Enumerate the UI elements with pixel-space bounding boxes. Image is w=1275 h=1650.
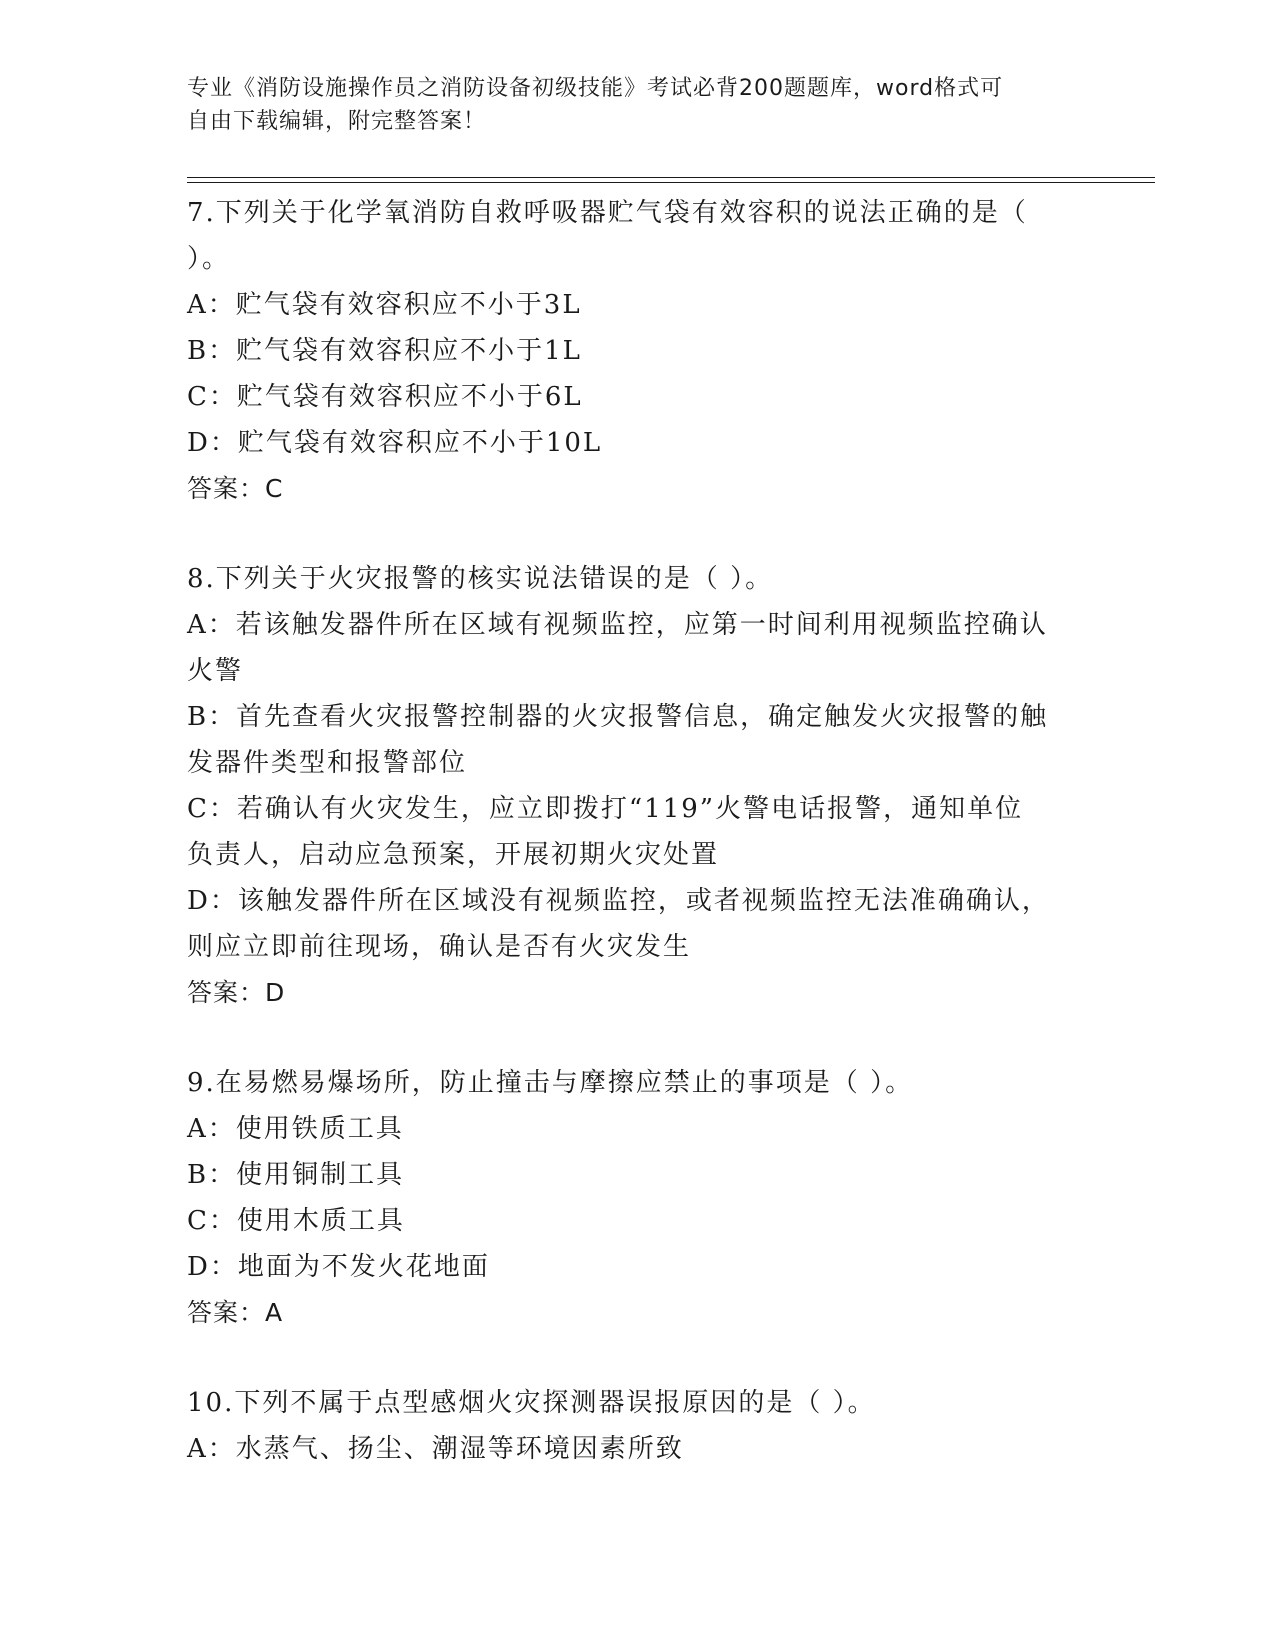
- header-divider-bottom: [187, 182, 1155, 183]
- header-line-1: 专业《消防设施操作员之消防设备初级技能》考试必背200题题库，word格式可: [187, 76, 1004, 101]
- option-c: C：贮气袋有效容积应不小于6L: [187, 382, 583, 412]
- question-9: [187, 1060, 1087, 1336]
- question-stem: 10.下列不属于点型感烟火灾探测器误报原因的是（ ）。: [187, 1388, 876, 1418]
- option-d: D：贮气袋有效容积应不小于10L: [187, 428, 603, 458]
- question-10: [187, 1380, 1087, 1472]
- option-a: A：若该触发器件所在区域有视频监控，应第一时间利用视频监控确认: [187, 610, 1048, 640]
- option-c: C：若确认有火灾发生，应立即拨打“119”火警电话报警，通知单位: [187, 794, 1024, 824]
- option-b: B：首先查看火灾报警控制器的火灾报警信息，确定触发火灾报警的触: [187, 702, 1049, 732]
- document-header: [187, 72, 1087, 138]
- header-divider-top: [187, 177, 1155, 178]
- answer: 答案：A: [187, 1298, 284, 1327]
- question-list: [187, 190, 1087, 1472]
- option-d-continued: 则应立即前往现场，确认是否有火灾发生: [187, 932, 692, 962]
- question-8: [187, 556, 1087, 1016]
- option-a: A：水蒸气、扬尘、潮湿等环境因素所致: [187, 1434, 684, 1464]
- option-a: A：使用铁质工具: [187, 1114, 404, 1144]
- header-line-2: 自由下载编辑，附完整答案！: [187, 109, 487, 134]
- question-stem: 9.在易燃易爆场所，防止撞击与摩擦应禁止的事项是（ ）。: [187, 1068, 914, 1098]
- option-c-continued: 负责人，启动应急预案，开展初期火灾处置: [187, 840, 720, 870]
- option-b: B：贮气袋有效容积应不小于1L: [187, 336, 582, 366]
- question-stem-continued: ）。: [187, 244, 231, 274]
- question-stem: 8.下列关于火灾报警的核实说法错误的是（ ）。: [187, 564, 774, 594]
- option-c: C：使用木质工具: [187, 1206, 405, 1236]
- option-b-continued: 发器件类型和报警部位: [187, 748, 468, 778]
- answer: 答案：D: [187, 978, 286, 1007]
- option-d: D：地面为不发火花地面: [187, 1252, 490, 1282]
- question-7: [187, 190, 1087, 512]
- option-d: D：该触发器件所在区域没有视频监控，或者视频监控无法准确确认，: [187, 886, 1050, 916]
- answer: 答案：C: [187, 474, 284, 503]
- option-a: A：贮气袋有效容积应不小于3L: [187, 290, 582, 320]
- question-stem: 7.下列关于化学氧消防自救呼吸器贮气袋有效容积的说法正确的是（: [187, 198, 1028, 228]
- option-a-continued: 火警: [187, 656, 244, 686]
- option-b: B：使用铜制工具: [187, 1160, 405, 1190]
